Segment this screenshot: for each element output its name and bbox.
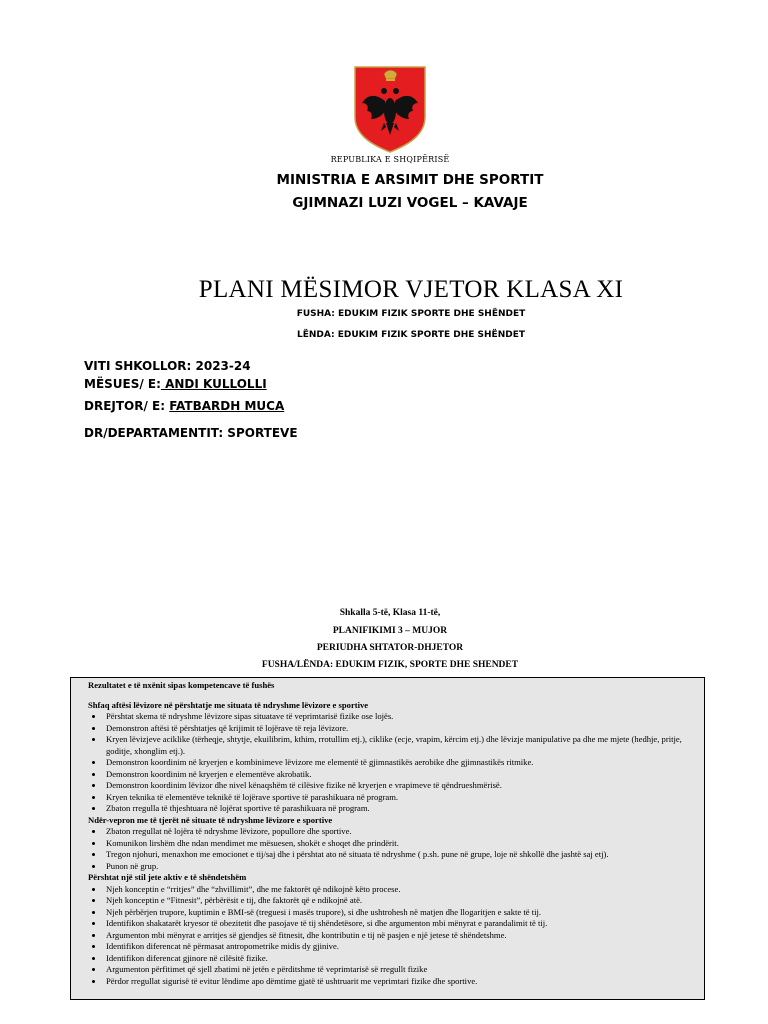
section-title-movement: Shfaq aftësi lëvizore në përshtatje me situata të ndryshme lëvizore e sportive [88, 699, 369, 710]
list-item: • Identifikon diferencat gjinore në cilësitë fizike. [104, 953, 696, 965]
list-item: • Njeh konceptin e “rritjes” dhe “zhvillimit”, dhe me faktorët që ndikojnë këto procese. [104, 884, 696, 896]
school-year: VITI SHKOLLOR: 2023-24 [84, 359, 251, 373]
list-item: • Demonstron koordinim lëvizor dhe nivel kënaqshëm të cilësive fizike në kryerjen e vrapimeve të qëndrueshmërisë. [104, 780, 696, 792]
list-item: • Identifikon shakatarët kryesor të obezitetit dhe pasojave të tij shëndetësore, si dhe argumenton mbi mënyrat e parandalimit të tij. [104, 918, 696, 930]
list-item: • Argumenton përfitimet që sjell zbatimi në jetën e përditshme të veprimtarisë së rregullt fizike [104, 964, 696, 976]
list-item: • Kryen teknika të elementëve teknikë të lojërave sportive të parashikuara në program. [104, 792, 696, 804]
subtitle-lenda: LËNDA: EDUKIM FIZIK SPORTE DHE SHËNDET [297, 330, 525, 340]
director-label: DREJTOR/ E: [84, 399, 170, 413]
director-line [84, 399, 284, 413]
list-item: • Tregon njohuri, menaxhon me emocionet e tij/saj dhe i përshtat ato në situata të ndryshme ( p.sh. pune në grupe, loje në shkollë dhe jashtë saj etj). [104, 849, 696, 861]
section-title-interaction: Ndër-vepron me të tjerët në situate të ndryshme lëvizore e sportive [88, 814, 333, 825]
list-item: • Njeh përbërjen trupore, kuptimin e BMI-së (treguesi i masës trupore), si dhe ushtrohesh në matjen dhe llogaritjen e sakte të tij. [104, 907, 696, 919]
list-item: • Identifikon diferencat në përmasat antropometrike midis dy gjinive. [104, 941, 696, 953]
list-item: • Argumenton mbi mënyrat e arritjes së gjendjes së fitnesit, dhe kontributin e tij në pasjen e një jetese të shëndetshme. [104, 930, 696, 942]
list-item: • Demonstron koordinim në kryerjen e kombinimeve lëvizore me elementë të gjimnastikës aerobike dhe gjimnastikës ritmike. [104, 757, 696, 769]
teacher-name: ANDI KULLOLLI [160, 377, 267, 391]
list-item: • Demonstron aftësi të përshtatjes që krijimit të lojërave të reja lëvizore. [104, 723, 696, 735]
section-list-interaction [88, 826, 696, 872]
list-item: • Përdor rregullat sigurisë të evitur lëndime apo dëmtime gjatë të ushtruarit me veprimtari fizike dhe sportive. [104, 976, 696, 988]
teacher-line [84, 377, 267, 391]
learning-outcomes-box [70, 677, 705, 1000]
list-item: • Zbaton rregullat në lojëra të ndryshme lëvizore, popullore dhe sportive. [104, 826, 696, 838]
coat-of-arms-emblem [353, 65, 427, 153]
section-list-healthy-life [88, 884, 696, 988]
list-item: • Njeh konceptin e “Fitnesit”, përbërësit e tij, dhe faktorët që e ndikojnë atë. [104, 895, 696, 907]
school-name: GJIMNAZI LUZI VOGEL – KAVAJE [292, 195, 528, 211]
teacher-label: MËSUES/ E: [84, 377, 161, 391]
plan-level: Shkalla 5-të, Klasa 11-të, [339, 608, 441, 618]
list-item: • Komunikon lirshëm dhe ndan mendimet me mësuesen, shokët e shoqet dhe prindërit. [104, 838, 696, 850]
plan-period: PERIUDHA SHTATOR-DHJETOR [316, 643, 464, 653]
ministry-name: MINISTRIA E ARSIMIT DHE SPORTIT [276, 172, 544, 188]
republic-label: REPUBLIKA E SHQIPËRISË [330, 155, 450, 164]
list-item: • Zbaton rregulla të thjeshtuara në lojërat sportive të parashikuara në program. [104, 803, 696, 815]
list-item: • Punon në grup. [104, 861, 696, 873]
subtitle-fusha: FUSHA: EDUKIM FIZIK SPORTE DHE SHËNDET [296, 309, 526, 319]
plan-subject: FUSHA/LËNDA: EDUKIM FIZIK, SPORTE DHE SHENDET [261, 660, 519, 670]
section-title-healthy-life: Përshtat një stil jete aktiv e të shëndetshëm [88, 872, 247, 882]
director-name: FATBARDH MUCA [169, 399, 285, 413]
section-list-movement [88, 711, 696, 815]
list-item: • Përshtat skema të ndryshme lëvizore sipas situatave të veprimtarisë fizike ose lojës. [104, 711, 696, 723]
learning-outcomes-heading: Rezultatet e të nxënit sipas kompetencave të fushës [88, 680, 275, 690]
list-item: • Demonstron koordinim në kryerjen e elementëve akrobatik. [104, 769, 696, 781]
document-title: PLANI MËSIMOR VJETOR KLASA XI [198, 276, 624, 303]
list-item: • Kryen lëvizjeve aciklike (tërheqje, shtytje, ekuilibrim, kthim, rrotullim etj.), ciklike (ecje, vrapim, kërcim etj.) dhe lëvizje manipulative pa dhe me mjete (hedhje, pritje, goditje, xhonglim etj.). [104, 734, 696, 757]
plan-type: PLANIFIKIMI 3 – MUJOR [332, 626, 448, 636]
department: DR/DEPARTAMENTIT: SPORTEVE [84, 426, 298, 440]
